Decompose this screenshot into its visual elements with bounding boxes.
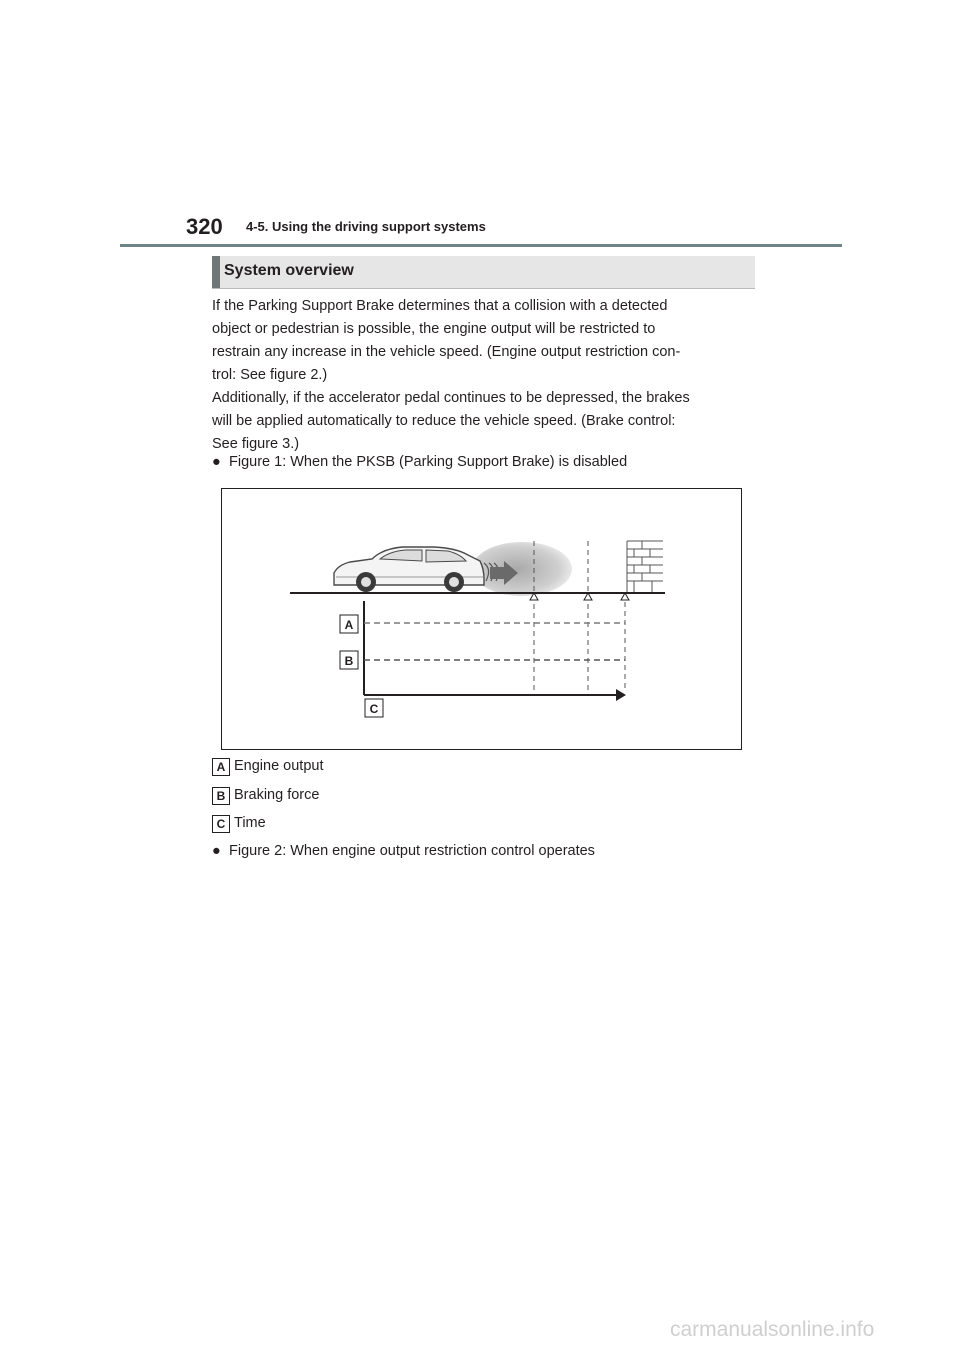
paragraph-1-line-4: trol: See figure 2.) [212, 367, 328, 383]
key-label-c: C [369, 702, 379, 716]
legend-text-b: Braking force [234, 787, 320, 803]
diagram-svg [222, 489, 741, 749]
section-accent [212, 256, 220, 288]
wall-icon [627, 541, 663, 593]
figure-1-caption-text: Figure 1: When the PKSB (Parking Support Brake) is disabled [229, 454, 628, 470]
legend-key-b: B [212, 787, 230, 805]
paragraph-2-line-3: See figure 3.) [212, 436, 300, 452]
time-arrow-icon [616, 689, 626, 701]
legend-text-c: Time [234, 815, 266, 831]
sensor-detection-area [472, 542, 572, 596]
section-title: System overview [224, 262, 354, 279]
paragraph-2-line-1: Additionally, if the accelerator pedal continues to be depressed, the brakes [212, 390, 690, 406]
section-heading-bar [212, 256, 755, 289]
body-text [212, 295, 757, 456]
paragraph-2-line-2: will be applied automatically to reduce the vehicle speed. (Brake control: [212, 413, 676, 429]
legend-text-a: Engine output [234, 758, 324, 774]
figure-2-caption-text: Figure 2: When engine output restriction control operates [229, 843, 595, 859]
paragraph-1-line-2: object or pedestrian is possible, the engine output will be restricted to [212, 321, 656, 337]
paragraph-1-line-1: If the Parking Support Brake determines that a collision with a detected [212, 298, 668, 314]
marker-triangle-3 [621, 593, 629, 600]
legend-key-a: A [212, 758, 230, 776]
key-label-a: A [344, 618, 354, 632]
chapter-title: 4-5. Using the driving support systems [246, 219, 486, 234]
marker-triangle-2 [584, 593, 592, 600]
figure-1-caption [212, 452, 627, 472]
legend-key-c: C [212, 815, 230, 833]
header-divider [120, 244, 842, 247]
bullet-icon: ● [212, 454, 221, 470]
figure-2-caption [212, 841, 595, 861]
car-icon [334, 547, 499, 592]
watermark: carmanualsonline.info [670, 1318, 875, 1341]
figure-1-diagram [221, 488, 742, 750]
page-number: 320 [186, 214, 223, 239]
bullet-icon: ● [212, 843, 221, 859]
paragraph-1-line-3: restrain any increase in the vehicle speed. (Engine output restriction con- [212, 344, 681, 360]
key-label-b: B [344, 654, 354, 668]
